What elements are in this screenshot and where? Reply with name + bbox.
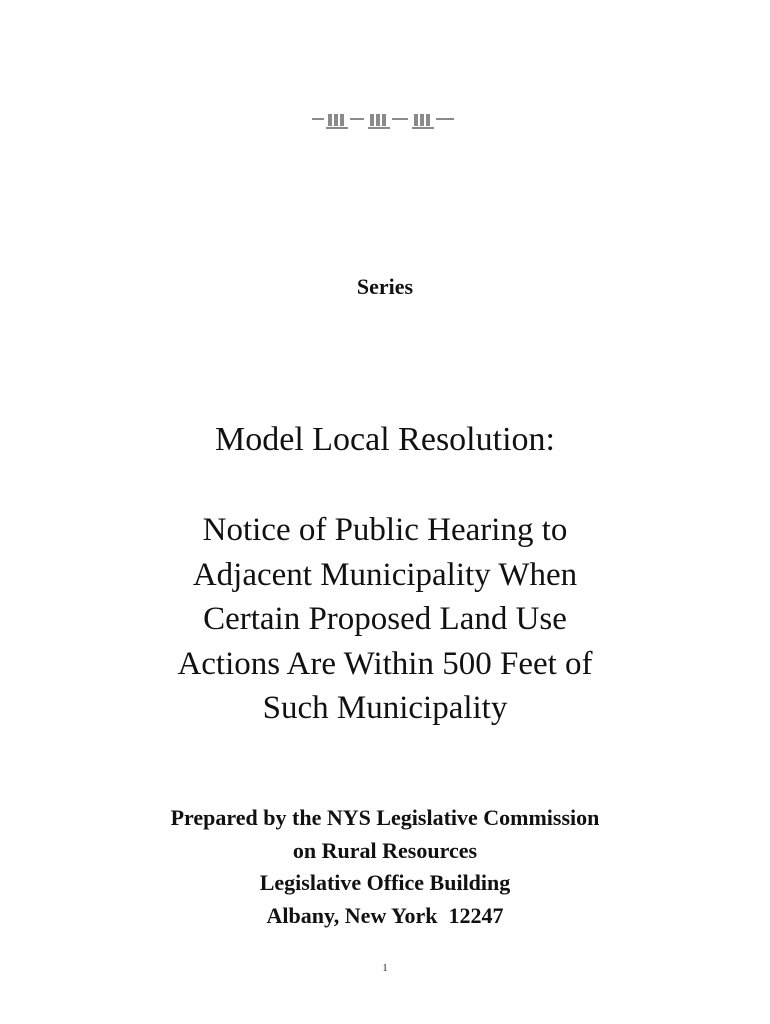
prepared-line: Prepared by the NYS Legislative Commission [170,805,600,830]
main-title-line: Notice of Public Hearing to [202,512,568,548]
series-label: Series [356,274,414,299]
resolution-title: Model Local Resolution: [215,421,555,458]
main-title-line: Such Municipality [262,690,508,726]
series-logo-icon [310,108,460,134]
main-title-line: Certain Proposed Land Use [203,601,567,637]
main-title [100,508,670,731]
prepared-line: on Rural Resources [292,837,478,863]
main-title-line: Adjacent Municipality When [192,556,578,593]
main-title-line: Actions Are Within 500 Feet of [177,645,593,682]
page-number: 1 [382,963,388,974]
prepared-line: Albany, New York 12247 [266,902,504,928]
prepared-line: Legislative Office Building [259,870,511,895]
prepared-by-block [0,802,770,932]
